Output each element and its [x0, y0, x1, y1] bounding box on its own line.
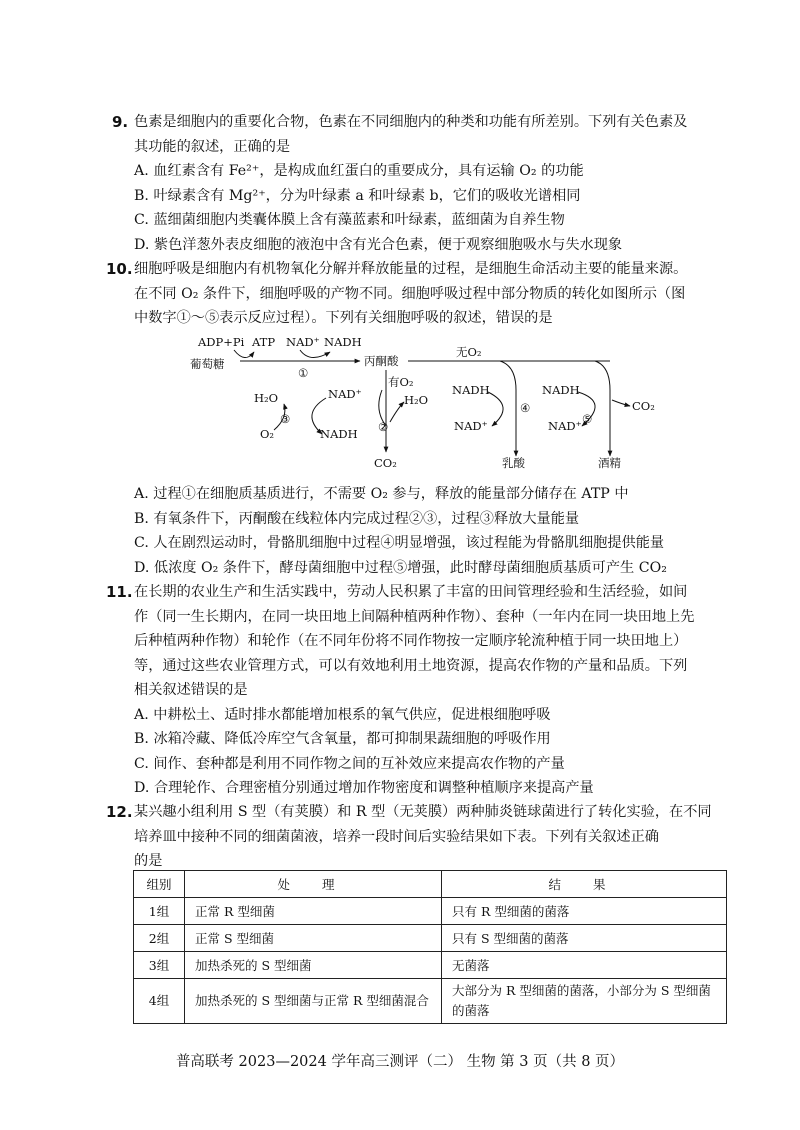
- nadh-label: NADH: [320, 427, 358, 441]
- nad-plus-label: NAD⁺: [548, 419, 582, 433]
- o2-label: O₂: [260, 427, 275, 441]
- table-row: [134, 925, 727, 952]
- table-cell: 只有 R 型细菌的菌落: [442, 898, 727, 925]
- nadh-label: NADH: [542, 383, 580, 397]
- h2o-right-label: H₂O: [404, 393, 429, 407]
- question-number: 10.: [106, 260, 133, 278]
- question-stem: 作（同一生长期内，在同一块田地上间隔种植两种作物）、套种（一年内在同一块田地上先: [134, 608, 695, 625]
- respiration-diagram: [190, 330, 660, 475]
- question-stem: 在长期的农业生产和生活实践中，劳动人民积累了丰富的田间管理经验和生活经验，如间: [134, 584, 688, 600]
- nad-plus-label: NAD⁺: [286, 335, 320, 349]
- table-cell: 2组: [134, 925, 185, 952]
- question-10-options: [112, 482, 742, 580]
- table-cell: 正常 S 型细菌: [185, 925, 442, 952]
- atp-arc: [234, 350, 254, 358]
- h2o-arc: [390, 402, 404, 422]
- step4-arc: [488, 392, 503, 426]
- co2-arc: [612, 400, 630, 406]
- option-d: D. 合理轮作、合理密植分别通过增加作物密度和调整种植顺序来提高产量: [134, 780, 594, 796]
- table-header-row: [134, 871, 727, 898]
- question-stem: 其功能的叙述，正确的是: [134, 138, 291, 155]
- step5-label: ⑤: [582, 412, 593, 426]
- co2-right-label: CO₂: [632, 399, 655, 413]
- table-cell: 只有 S 型细菌的菌落: [442, 925, 727, 952]
- option-b: B. 有氧条件下，丙酮酸在线粒体内完成过程②③，过程③释放大量能量: [134, 510, 580, 527]
- question-10: [106, 257, 742, 331]
- step4-arrow: [500, 361, 516, 456]
- option-b: B. 冰箱冷藏、降低冷库空气含氧量，都可抑制果蔬细胞的呼吸作用: [134, 731, 551, 747]
- question-stem: 相关叙述错误的是: [134, 682, 248, 698]
- table-row: [134, 979, 727, 1024]
- table-cell: 1组: [134, 898, 185, 925]
- lactic-acid-label: 乳酸: [502, 456, 525, 470]
- question-number: 9.: [112, 113, 129, 131]
- table-header: 处 理: [185, 871, 442, 898]
- table-header: 组别: [134, 871, 185, 898]
- nad-plus-label: NAD⁺: [454, 419, 488, 433]
- table-row: [134, 898, 727, 925]
- question-stem: 的是: [134, 853, 163, 869]
- question-9: [112, 110, 742, 257]
- co2-bottom-label: CO₂: [374, 456, 397, 470]
- option-a: A. 血红素含有 Fe²⁺，是构成血红蛋白的重要成分，具有运输 O₂ 的功能: [134, 163, 584, 179]
- option-d: D. 低浓度 O₂ 条件下，酵母菌细胞中过程⑤增强，此时酵母菌细胞质基质可产生 CO₂: [134, 559, 667, 576]
- nadh-label: NADH: [452, 383, 490, 397]
- question-stem: 某兴趣小组利用 S 型（有荚膜）和 R 型（无荚膜）两种肺炎链球菌进行了转化实验，在不同: [134, 804, 712, 820]
- table-row: [134, 952, 727, 979]
- h2o-left-label: H₂O: [254, 391, 279, 405]
- table-cell: 大部分为 R 型细菌的菌落，小部分为 S 型细菌的菌落: [442, 979, 727, 1024]
- option-c: C. 人在剧烈运动时，骨骼肌细胞中过程④明显增强，该过程能为骨骼肌细胞提供能量: [134, 535, 665, 551]
- option-c: C. 蓝细菌细胞内类囊体膜上含有藻蓝素和叶绿素，蓝细菌为自养生物: [134, 212, 565, 228]
- step2-label: ②: [378, 420, 389, 434]
- question-stem: 中数字①～⑤表示反应过程）。下列有关细胞呼吸的叙述，错误的是: [134, 310, 553, 326]
- option-c: C. 间作、套种都是利用不同作物之间的互补效应来提高农作物的产量: [134, 755, 565, 772]
- page-footer: 普高联考 2023—2024 学年高三测评（二） 生物 第 3 页（共 8 页）: [175, 1054, 625, 1070]
- alcohol-label: 酒精: [598, 456, 621, 470]
- question-stem: 在不同 O₂ 条件下，细胞呼吸的产物不同。细胞呼吸过程中部分物质的转化如图所示（图: [134, 285, 686, 302]
- adp-pi-label: ADP+Pi: [198, 335, 245, 349]
- step4-label: ④: [520, 401, 531, 415]
- table-cell: 加热杀死的 S 型细菌: [185, 952, 442, 979]
- results-table: [133, 870, 727, 1024]
- pyruvate-label: 丙酮酸: [364, 354, 399, 368]
- glucose-label: 葡萄糖: [190, 357, 225, 371]
- question-11: [106, 580, 742, 801]
- with-o2-label: 有O₂: [388, 375, 414, 389]
- table-cell: 4组: [134, 979, 185, 1024]
- table-cell: 无菌落: [442, 952, 727, 979]
- question-number: 11.: [106, 583, 133, 601]
- step5-arrow: [595, 361, 610, 456]
- table-cell: 加热杀死的 S 型细菌与正常 R 型细菌混合: [185, 979, 442, 1024]
- atp-label: ATP: [252, 335, 276, 349]
- nadh-label: NADH: [324, 335, 362, 349]
- no-o2-label: 无O₂: [456, 345, 482, 359]
- option-a: A. 过程①在细胞质基质进行，不需要 O₂ 参与，释放的能量部分储存在 ATP 中: [134, 486, 629, 502]
- question-number: 12.: [106, 803, 133, 821]
- table-cell: 3组: [134, 952, 185, 979]
- nad-plus-label: NAD⁺: [328, 387, 362, 401]
- question-stem: 色素是细胞内的重要化合物，色素在不同细胞内的种类和功能有所差别。下列有关色素及: [134, 114, 688, 130]
- step1-label: ①: [298, 366, 309, 380]
- question-stem: 后种植两种作物）和轮作（在不同年份将不同作物按一定顺序轮流种植于同一块田地上）: [134, 633, 688, 649]
- option-a: A. 中耕松土、适时排水都能增加根系的氧气供应，促进根细胞呼吸: [134, 706, 551, 723]
- question-stem: 等，通过这些农业管理方式，可以有效地利用土地资源，提高农作物的产量和品质。下列: [134, 657, 688, 674]
- step3-label: ③: [280, 412, 291, 426]
- table-cell: 正常 R 型细菌: [185, 898, 442, 925]
- question-stem: 培养皿中接种不同的细菌菌液，培养一段时间后实验结果如下表。下列有关叙述正确: [134, 828, 659, 845]
- question-12: [106, 800, 742, 874]
- question-stem: 细胞呼吸是细胞内有机物氧化分解并释放能量的过程，是细胞生命活动主要的能量来源。: [134, 261, 688, 277]
- table-header: 结 果: [442, 871, 727, 898]
- nadh-arc: [300, 350, 330, 358]
- option-d: D. 紫色洋葱外表皮细胞的液泡中含有光合色素，便于观察细胞吸水与失水现象: [134, 236, 623, 253]
- option-b: B. 叶绿素含有 Mg²⁺，分为叶绿素 a 和叶绿素 b，它们的吸收光谱相同: [134, 187, 581, 204]
